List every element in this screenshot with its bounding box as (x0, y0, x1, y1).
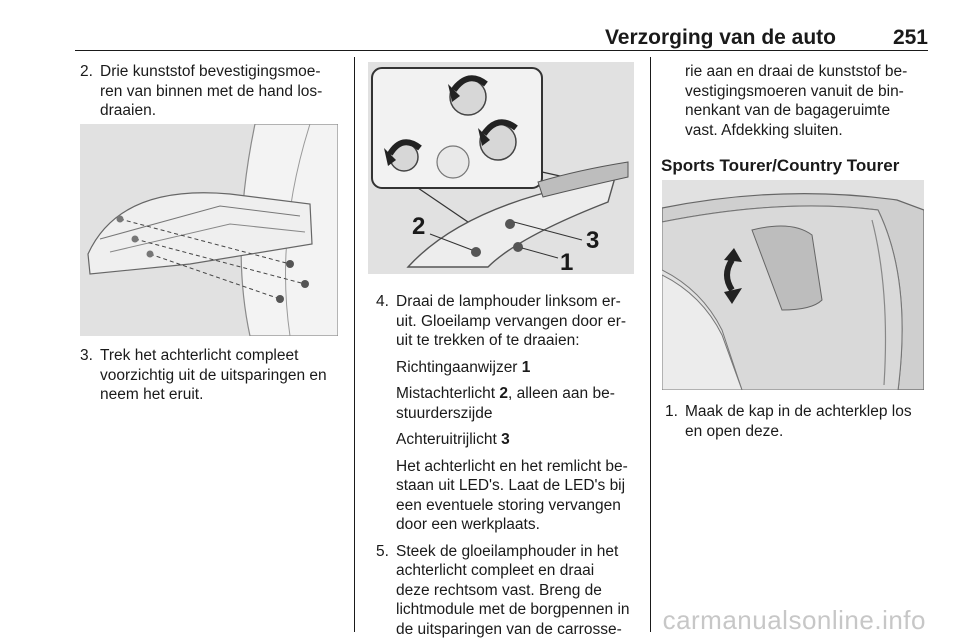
cont-line-1: rie aan en draai de kunststof be- (685, 63, 908, 80)
mist-suffix: , alleen aan be- (508, 385, 615, 402)
tailgate-illustration (662, 180, 924, 390)
lamp-holder-illustration (368, 62, 634, 274)
step-5-line-5: de uitsparingen van de carrosse- (396, 620, 622, 638)
mist-line-2: stuurderszijde (396, 404, 493, 422)
step-5-number: 5. (376, 542, 389, 560)
step-5-continued (665, 62, 927, 140)
page-number: 251 (892, 26, 928, 49)
step-3-number: 3. (80, 347, 93, 364)
watermark: carmanualsonline.info (662, 605, 926, 635)
callout-3: 3 (586, 227, 600, 254)
led-note (376, 457, 638, 535)
step-4-line-3: uit te trekken of te draaien: (396, 332, 580, 349)
achteruit-number: 3 (501, 431, 510, 448)
step-5-line-2: achterlicht compleet en draai (396, 562, 595, 579)
column-divider-right (650, 57, 651, 632)
column-1-lower (80, 346, 342, 405)
column-1 (80, 62, 342, 121)
step-1-line-1: Maak de kap in de achterklep los (685, 403, 912, 420)
step-3 (80, 346, 342, 405)
step-4-line-2: uit. Gloeilamp vervangen door er- (396, 312, 627, 330)
header-title: Verzorging van de auto (604, 26, 836, 49)
achteruit-label: Achteruitrijlicht (396, 431, 497, 448)
step-3-line-3: neem het eruit. (100, 386, 204, 403)
step-1 (665, 402, 927, 441)
callout-2: 2 (412, 213, 426, 240)
column-3 (661, 62, 927, 176)
step-2 (80, 62, 342, 121)
step-3-line-2: voorzichtig uit de uitsparingen en (100, 366, 327, 384)
column-divider-left (354, 57, 355, 632)
led-line-2: staan uit LED's. Laat de LED's bij (396, 477, 626, 494)
step-1-number: 1. (665, 403, 678, 420)
step-3-line-1: Trek het achterlicht compleet (100, 347, 299, 364)
step-2-line-3: draaien. (100, 102, 157, 119)
bulb-mist (376, 384, 638, 423)
richting-number: 1 (521, 358, 531, 376)
step-5-line-1: Steek de gloeilamphouder in het (396, 542, 619, 560)
figure-lamp-holders (368, 62, 634, 274)
step-5-line-3: deze rechtsom vast. Breng de (396, 581, 602, 599)
figure-tail-light-screws (80, 124, 338, 336)
led-line-1: Het achterlicht en het remlicht be- (396, 457, 628, 475)
column-3-lower (665, 402, 927, 441)
step-5-line-4: lichtmodule met de borgpennen in (396, 601, 630, 618)
cont-line-4: vast. Afdekking sluiten. (685, 121, 843, 139)
step-4 (376, 292, 638, 351)
step-4-line-1: Draai de lamphouder linksom er- (396, 293, 621, 310)
cont-line-3: nenkant van de bagageruimte (685, 102, 891, 119)
bulb-achteruit (376, 430, 638, 450)
led-line-4: door een werkplaats. (396, 516, 540, 533)
step-2-number: 2. (80, 63, 93, 80)
figure-tailgate-cover (662, 180, 924, 390)
step-2-line-2: ren van binnen met de hand los- (100, 82, 323, 100)
step-4-number: 4. (376, 293, 389, 310)
richting-label: Richtingaanwijzer (396, 358, 518, 376)
step-2-line-1: Drie kunststof bevestigingsmoe- (100, 63, 321, 80)
mist-label: Mistachterlicht (396, 385, 496, 402)
tail-light-illustration (80, 124, 338, 336)
column-2 (376, 292, 638, 639)
step-1-line-2: en open deze. (685, 422, 784, 440)
step-5 (376, 542, 638, 640)
page-header (75, 0, 928, 51)
cont-line-2: vestigingsmoeren vanuit de bin- (685, 82, 904, 100)
bulb-richting (376, 358, 638, 378)
mist-number: 2 (499, 385, 508, 402)
led-line-3: een eventuele storing vervangen (396, 496, 621, 514)
section-title: Sports Tourer/Country Tourer (661, 156, 900, 175)
callout-1: 1 (560, 249, 574, 274)
